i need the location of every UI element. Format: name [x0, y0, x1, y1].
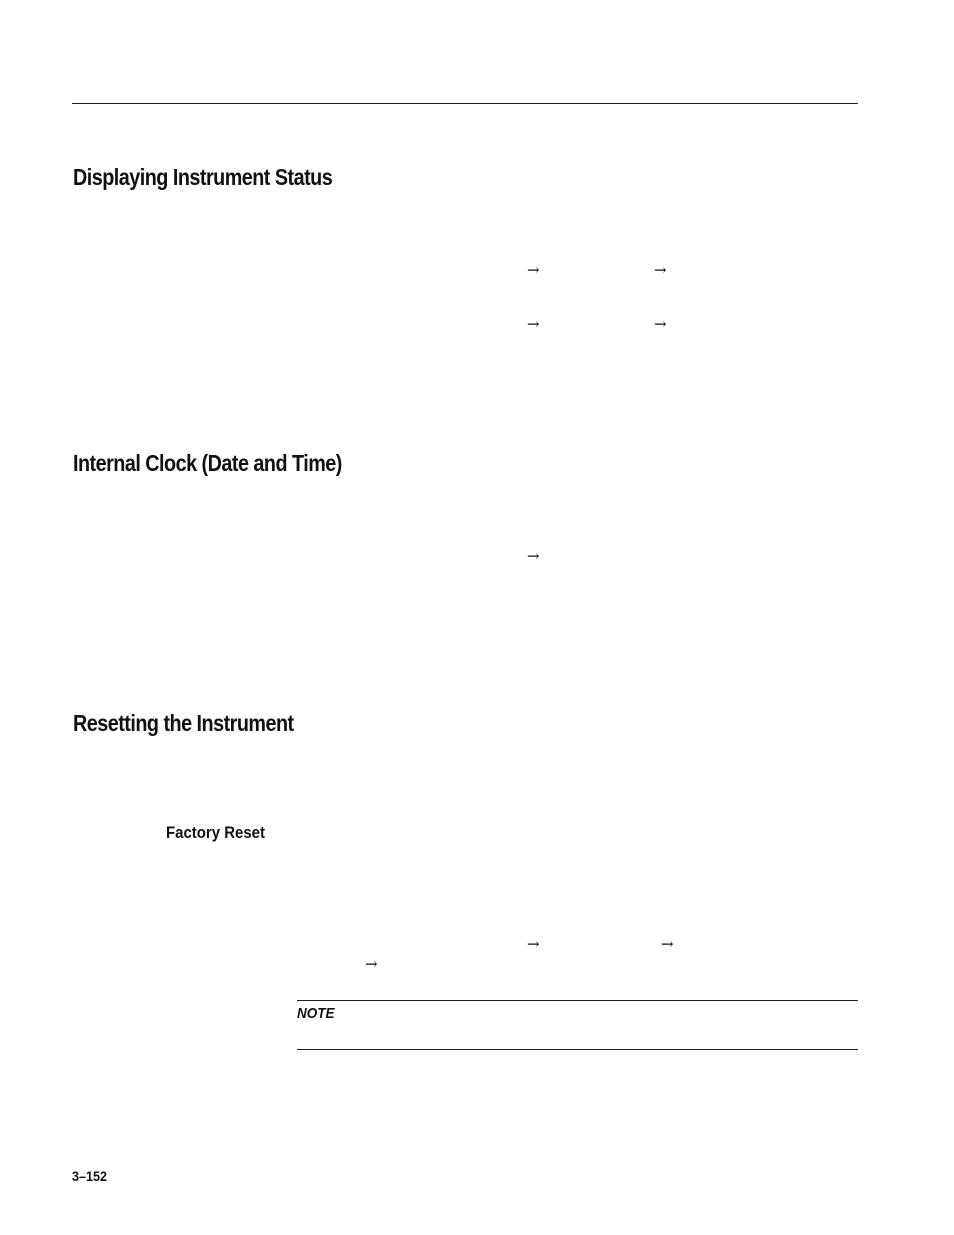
page-number: 3–152: [72, 1168, 108, 1184]
arrow-icon: →: [527, 935, 540, 953]
note-top-rule: [297, 1000, 858, 1001]
arrow-icon: →: [654, 315, 667, 333]
arrow-icon: →: [365, 955, 378, 973]
arrow-icon: →: [661, 935, 674, 953]
arrow-icon: →: [527, 315, 540, 333]
section-heading-instrument-status: Displaying Instrument Status: [73, 164, 333, 190]
header-rule: [72, 103, 858, 104]
arrow-icon: →: [527, 261, 540, 279]
arrow-icon: →: [654, 261, 667, 279]
note-label: NOTE: [297, 1005, 335, 1022]
arrow-icon: →: [527, 547, 540, 565]
section-heading-resetting: Resetting the Instrument: [73, 710, 294, 736]
section-heading-internal-clock: Internal Clock (Date and Time): [73, 450, 342, 476]
note-bottom-rule: [297, 1049, 858, 1050]
subheading-factory-reset: Factory Reset: [166, 823, 265, 842]
